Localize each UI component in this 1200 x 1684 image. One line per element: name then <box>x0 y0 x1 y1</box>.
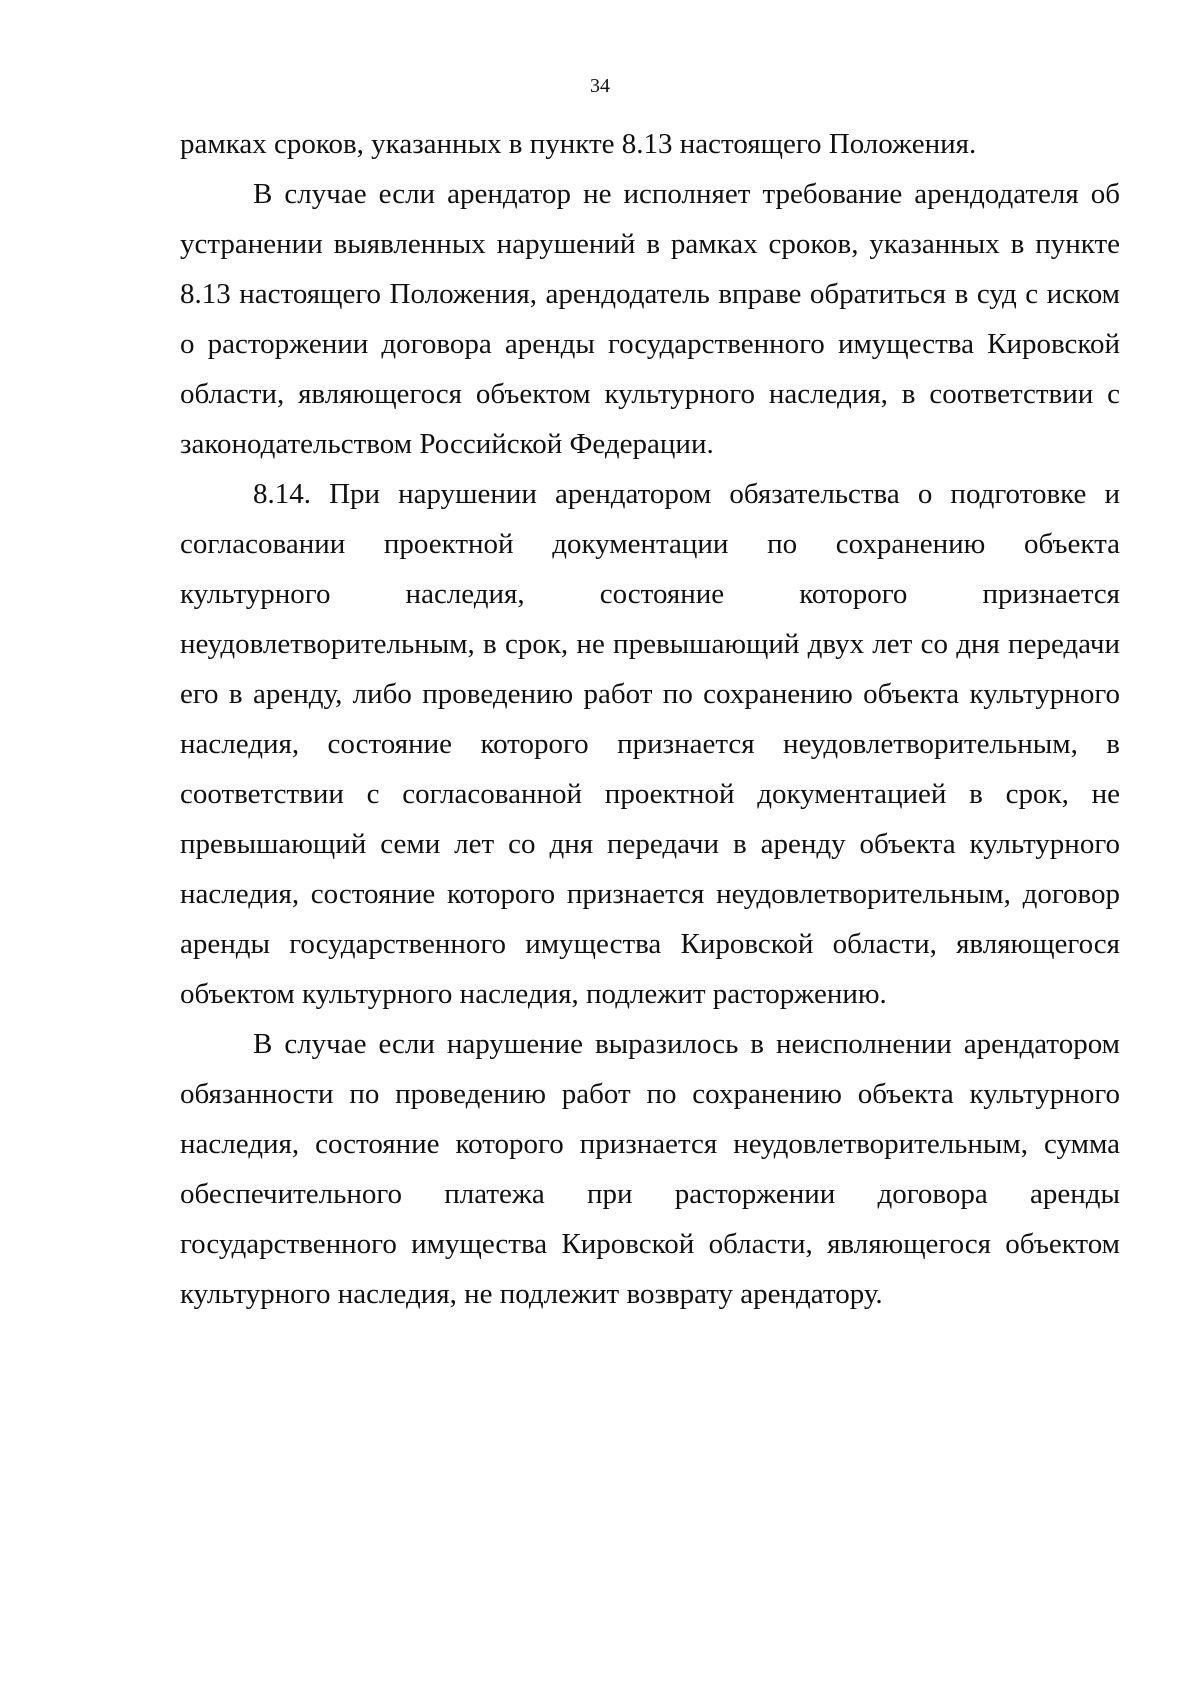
paragraph-lessee-failure: В случае если арендатор не исполняет требование арендодателя об устранении выявленных нарушений в рамках сроков, указанных в пункте 8.13 настоящего Положения, арендодатель вправе обратиться в суд с иском о расторжении договора аренды государственного имущества Кировской области, являющегося объектом культурного наследия, в соответствии с законодательством Российской Федерации. <box>180 178 1120 460</box>
paragraph-continuation: рамках сроков, указанных в пункте 8.13 настоящего Положения. <box>180 128 977 160</box>
paragraph-8-14: 8.14. При нарушении арендатором обязательства о подготовке и согласовании проектной документации по сохранению объекта культурного наследия, состояние которого признается неудовлетворительным, в срок, не превышающий двух лет со дня передачи его в аренду, либо проведению работ по сохранению объекта культурного наследия, состояние которого признается неудовлетворительным, в соответствии с согласованной проектной документацией в срок, не превышающий семи лет со дня передачи в аренду объекта культурного наследия, состояние которого признается неудовлетворительным, договор аренды государственного имущества Кировской области, являющегося объектом культурного наследия, подлежит расторжению. <box>180 478 1120 1010</box>
paragraph-security-payment: В случае если нарушение выразилось в неисполнении арендатором обязанности по проведению работ по сохранению объекта культурного наследия, состояние которого признается неудовлетворительным, сумма обеспечительного платежа при расторжении договора аренды государственного имущества Кировской области, являющегося объектом культурного наследия, не подлежит возврату арендатору. <box>180 1028 1120 1310</box>
page-number: 34 <box>590 75 610 97</box>
document-body <box>180 119 1120 1319</box>
